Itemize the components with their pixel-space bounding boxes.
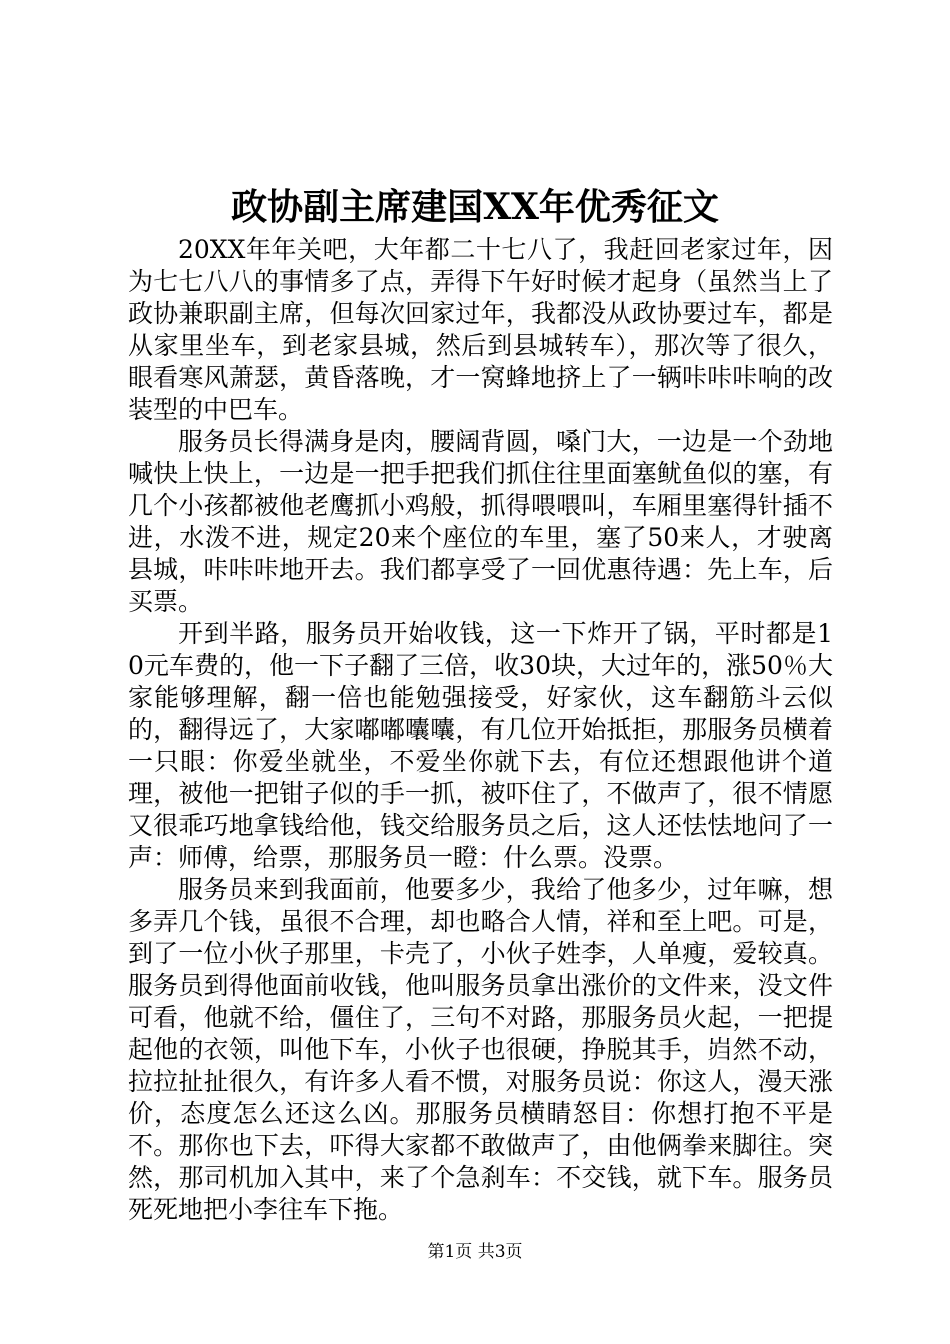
document-body (128, 234, 833, 1226)
paragraph-1: 20XX年年关吧，大年都二十七八了，我赶回老家过年，因为七七八八的事情多了点，弄得下午好时候才起身（虽然当上了政协兼职副主席，但每次回家过年，我都没从政协要过车，都是从家里坐车，到老家县城，然后到县城转车），那次等了很久，眼看寒风萧瑟，黄昏落晚，才一窝蜂地挤上了一辆咔咔咔响的改装型的中巴车。 (128, 235, 833, 424)
page-number-footer: 第1页 共3页 (427, 1242, 523, 1262)
paragraph-3: 开到半路，服务员开始收钱，这一下炸开了锅，平时都是10元车费的，他一下子翻了三倍，收30块，大过年的，涨50％大家能够理解，翻一倍也能勉强接受，好家伙，这车翻筋斗云似的，翻得远了，大家嘟嘟囔囔，有几位开始抵拒，那服务员横着一只眼：你爱坐就坐，不爱坐你就下去，有位还想跟他讲个道理，被他一把钳子似的手一抓，被吓住了，不做声了，很不情愿又很乖巧地拿钱给他，钱交给服务员之后，这人还怯怯地问了一声：师傅，给票，那服务员一瞪：什么票。没票。 (128, 619, 833, 872)
paragraph-4: 服务员来到我面前，他要多少，我给了他多少，过年嘛，想多弄几个钱，虽很不合理，却也略合人情，祥和至上吧。可是，到了一位小伙子那里，卡壳了，小伙子姓李，人单瘦，爱较真。服务员到得他面前收钱，他叫服务员拿出涨价的文件来，没文件可看，他就不给，僵住了，三句不对路，那服务员火起，一把提起他的衣领，叫他下车，小伙子也很硬，挣脱其手，岿然不动，拉拉扯扯很久，有许多人看不惯，对服务员说：你这人，漫天涨价，态度怎么还这么凶。那服务员横睛怒目：你想打抱不平是不。那你也下去，吓得大家都不敢做声了，由他俩拳来脚往。突然，那司机加入其中，来了个急刹车：不交钱，就下车。服务员死死地把小李往车下拖。 (128, 875, 833, 1224)
paragraph-2: 服务员长得满身是肉，腰阔背圆，嗓门大，一边是一个劲地喊快上快上，一边是一把手把我们抓住往里面塞鱿鱼似的塞，有几个小孩都被他老鹰抓小鸡般，抓得喂喂叫，车厢里塞得针插不进，水泼不进，规定20来个座位的车里，塞了50来人，才驶离县城，咔咔咔地开去。我们都享受了一回优惠待遇：先上车，后买票。 (128, 427, 833, 616)
document-title: 政协副主席建国XX年优秀征文 (231, 186, 719, 228)
